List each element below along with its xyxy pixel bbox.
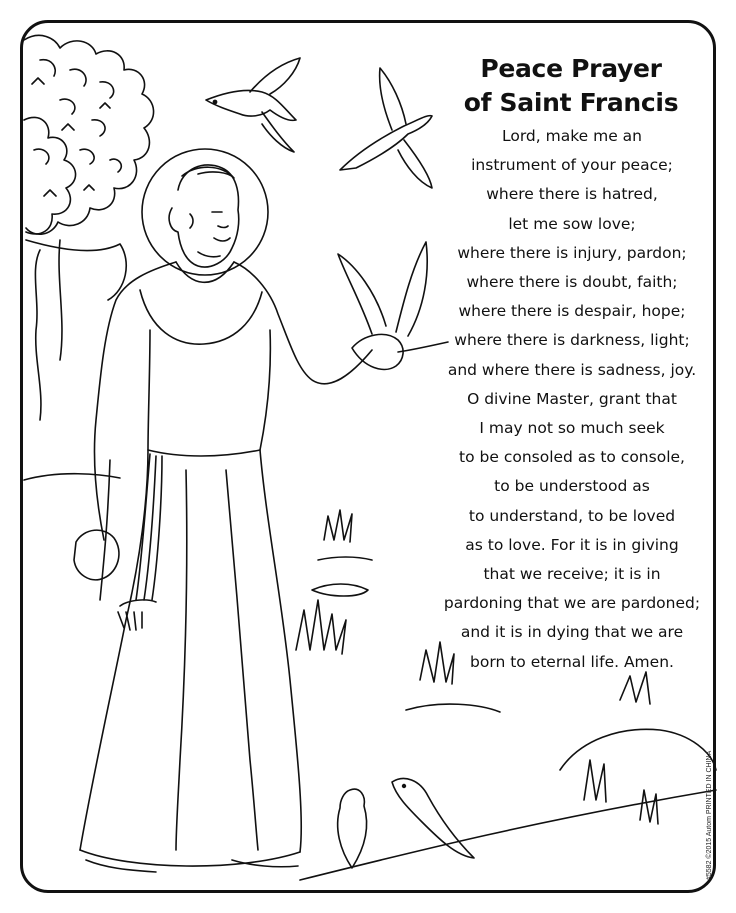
prayer-line: where there is injury, pardon; <box>457 243 687 262</box>
prayer-text <box>440 122 704 677</box>
prayer-title <box>440 52 702 120</box>
robe <box>80 262 372 866</box>
prayer-line: O divine Master, grant that <box>467 389 677 408</box>
prayer-line: and where there is sadness, joy. <box>447 360 697 379</box>
prayer-line: to be consoled as to console, <box>459 448 685 467</box>
flying-bird-left <box>206 58 300 152</box>
prayer-line: where there is darkness, light; <box>454 331 690 350</box>
tree-foliage <box>24 35 154 420</box>
prayer-line: Lord, make me an <box>501 127 642 145</box>
title-line: Peace Prayer <box>480 54 662 83</box>
prayer-line: I may not so much seek <box>479 419 665 438</box>
prayer-line: to understand, to be loved <box>468 506 676 525</box>
prayer-line: pardoning that we are pardoned; <box>443 594 701 613</box>
prayer-line: born to eternal life. Amen. <box>470 652 674 671</box>
prayer-line: to be understood as <box>494 477 650 496</box>
prayer-line: let me sow love; <box>508 214 636 233</box>
publisher-credit: #5582 ©2015 Autom PRINTED IN CHINA <box>706 750 713 880</box>
rope-cord <box>118 454 162 630</box>
prayer-line: as to love. For it is in giving <box>465 535 679 554</box>
stone-in-hand <box>74 530 119 580</box>
perched-dove <box>338 242 448 369</box>
title-line: of Saint Francis <box>463 88 679 117</box>
prayer-line: and it is in dying that we are <box>460 623 684 642</box>
flying-bird-right <box>340 68 432 188</box>
prayer-line: that we receive; it is in <box>483 565 661 584</box>
prayer-line: where there is hatred, <box>486 185 658 204</box>
prayer-line: instrument of your peace; <box>471 156 673 175</box>
prayer-line: where there is despair, hope; <box>458 302 686 321</box>
prayer-line: where there is doubt, faith; <box>466 273 678 292</box>
saint-head <box>169 165 239 267</box>
